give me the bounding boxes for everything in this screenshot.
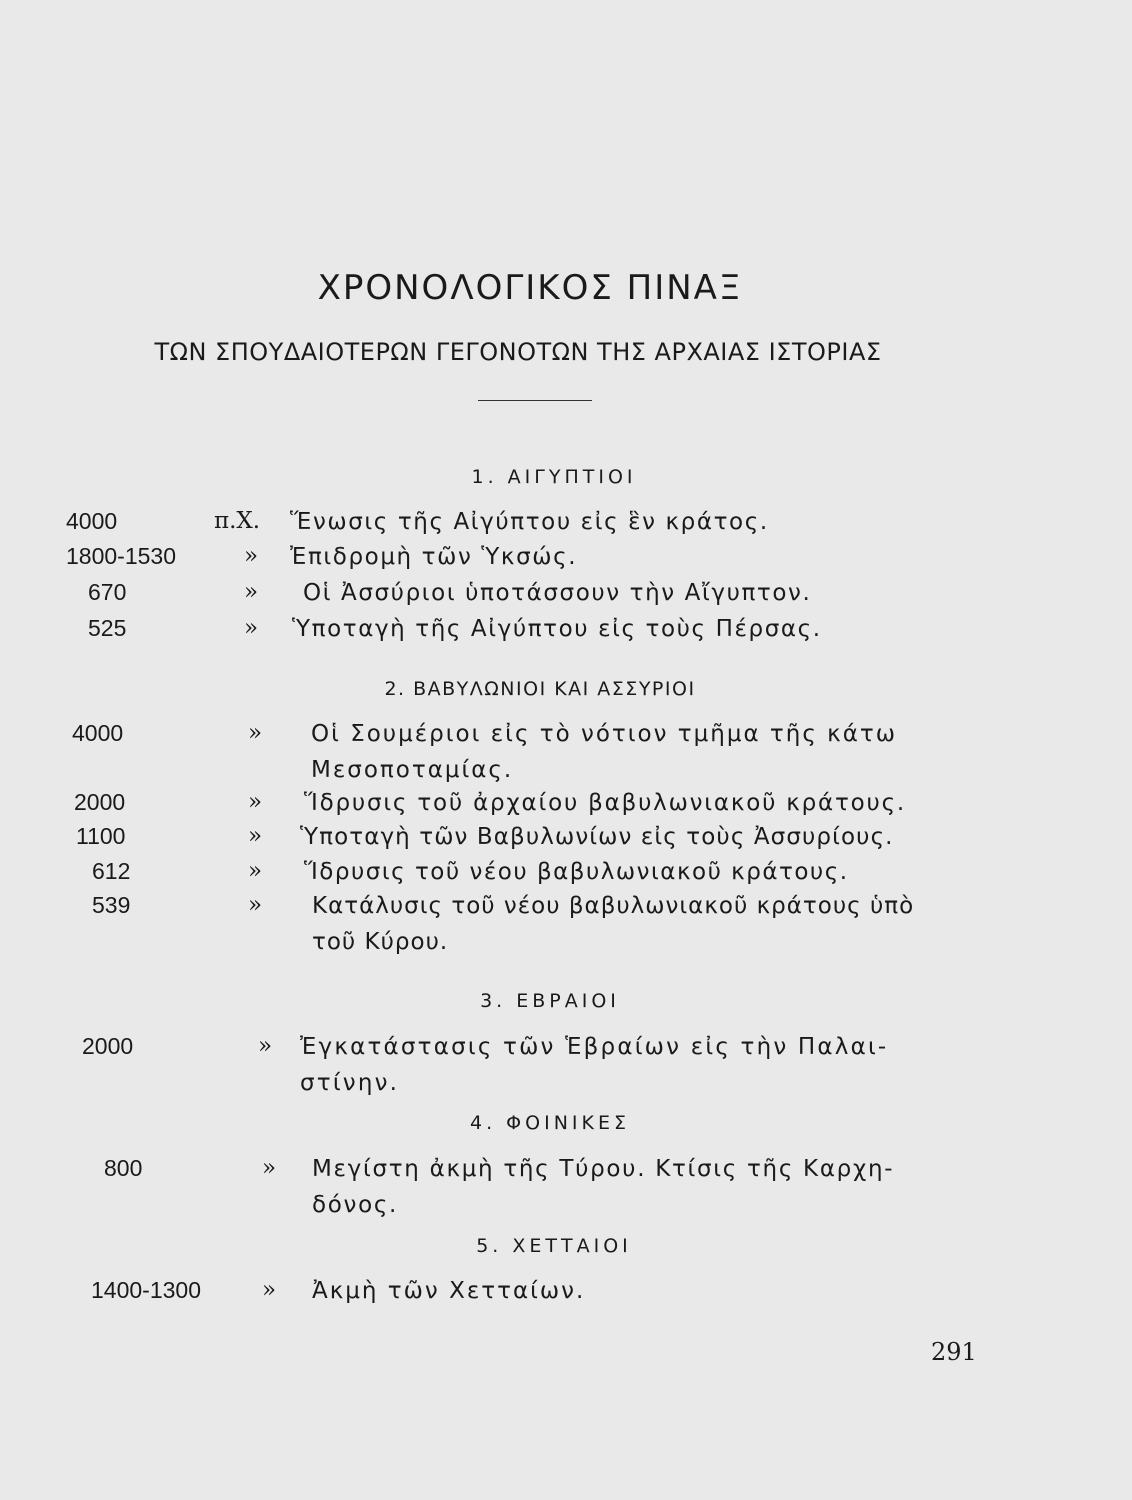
page-title: ΧΡΟΝΟΛΟΓΙΚΟΣ ΠΙΝΑΞ [317,268,743,308]
entry-event-text: Οἱ Σουμέριοι εἰς τὸ νότιον τμῆμα τῆς κάτω [311,721,897,747]
entry-era: π.Χ. [214,508,261,534]
entry-year: 1100 [76,823,126,849]
entry-year: 2000 [82,1033,134,1059]
entry-event [290,539,577,575]
entry-era: » [244,543,259,569]
section-heading-phoenicians: 4. ΦΟΙΝΙΚΕΣ [470,1112,630,1134]
entry-event-text: Ἕνωσις τῆς Αἰγύπτου εἰς ἓν κράτος. [290,509,769,535]
entry-year: 2000 [74,789,126,815]
entry-event-text: Ἐπιδρομὴ τῶν Ὑκσώς. [290,544,578,570]
entry-event [300,819,894,855]
entry-event [304,785,906,821]
entry-era: » [248,720,263,746]
entry-event [303,575,811,611]
entry-era: » [244,615,259,641]
entry-event-text: Κατάλυσις τοῦ νέου βαβυλωνιακοῦ κράτους ὑπὸ [312,893,915,919]
entry-era: » [262,1277,277,1303]
entry-event [312,1151,894,1223]
section-heading-egyptians: 1. ΑΙΓΥΠΤΙΟΙ [471,466,637,488]
entry-event-text: Ἀκμὴ τῶν Χετταίων. [312,1278,586,1304]
page-number: 291 [931,1338,977,1366]
entry-era: » [258,1033,273,1059]
entry-year: 4000 [72,720,124,746]
entry-event-text: Ἐγκατάστασις τῶν Ἑβραίων εἰς τὴν Παλαι- [300,1034,889,1060]
entry-event [292,611,822,647]
page-subtitle: ΤΩΝ ΣΠΟΥΔΑΙΟΤΕΡΩΝ ΓΕΓΟΝΟΤΩΝ ΤΗΣ ΑΡΧΑΙΑΣ ΙΣΤΟΡΙΑΣ [154,338,882,366]
entry-event-text: Ἵδρυσις τοῦ νέου βαβυλωνιακοῦ κράτους. [304,859,849,885]
entry-era: » [262,1155,277,1181]
entry-event-text: Ὑποταγὴ τῆς Αἰγύπτου εἰς τοὺς Πέρσας. [292,616,822,642]
entry-year: 539 [92,892,131,918]
entry-era: » [248,858,263,884]
entry-event-text: Ἵδρυσις τοῦ ἀρχαίου βαβυλωνιακοῦ κράτους. [304,790,907,816]
entry-event [300,1029,888,1101]
entry-era: » [248,823,263,849]
entry-year: 1400-1300 [91,1277,201,1303]
entry-year: 800 [104,1155,143,1181]
entry-year: 525 [88,615,127,641]
entry-year: 1800-1530 [66,543,176,569]
entry-year: 4000 [66,508,118,534]
entry-event-text: Οἱ Ἀσσύριοι ὑποτάσσουν τὴν Αἴγυπτον. [303,580,812,606]
section-heading-hittites: 5. ΧΕΤΤΑΙΟΙ [476,1235,632,1257]
entry-event [290,504,769,540]
entry-event-continuation: τοῦ Κύρου. [312,929,449,955]
section-heading-babylonians-assyrians: 2. ΒΑΒΥΛΩΝΙΟΙ ΚΑΙ ΑΣΣΥΡΙΟΙ [384,678,696,700]
entry-era: » [248,789,263,815]
entry-event-text: Ὑποταγὴ τῶν Βαβυλωνίων εἰς τοὺς Ἀσσυρίους. [300,824,894,850]
entry-era: » [248,892,263,918]
entry-event-continuation: στίνην. [300,1070,400,1096]
entry-event-text: Μεγίστη ἀκμὴ τῆς Τύρου. Κτίσις τῆς Καρχη- [312,1156,895,1182]
entry-era: » [244,579,259,605]
section-heading-hebrews: 3. ΕΒΡΑΙΟΙ [480,990,620,1012]
entry-event [312,1273,585,1309]
entry-event [311,716,897,788]
entry-year: 670 [88,579,127,605]
entry-event [312,888,914,960]
entry-year: 612 [92,858,131,884]
entry-event-continuation: Μεσοποταμίας. [311,757,514,783]
title-divider [478,400,592,401]
entry-event [304,854,849,890]
entry-event-continuation: δόνος. [312,1192,399,1218]
